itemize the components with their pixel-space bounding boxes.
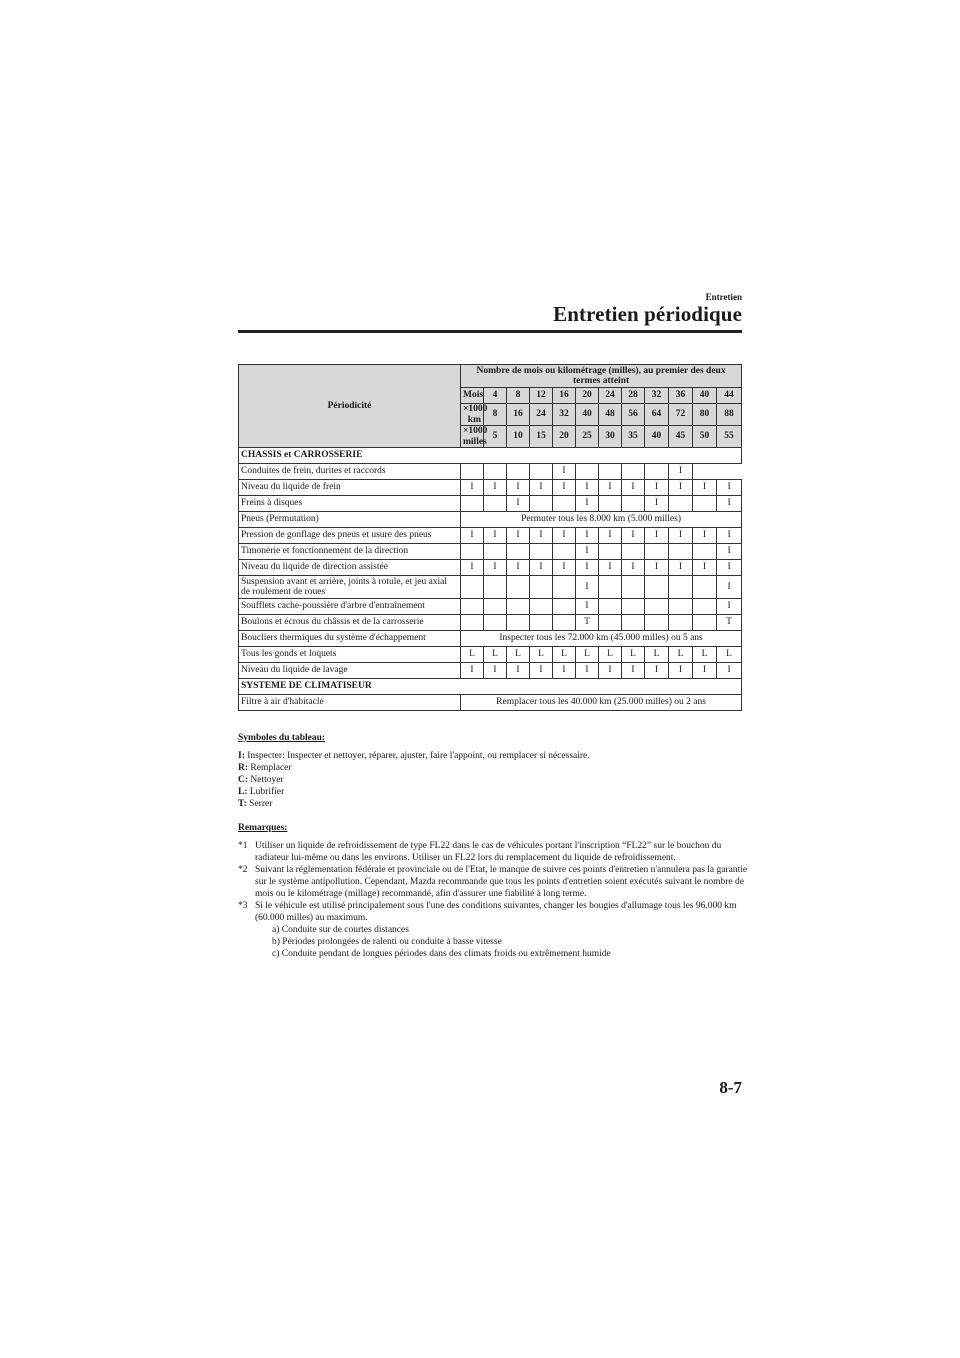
maintenance-cell — [599, 464, 622, 480]
maintenance-cell: I — [645, 480, 669, 496]
maintenance-cell — [553, 544, 576, 560]
maintenance-cell — [553, 599, 576, 615]
interval-text: Remplacer tous les 40.000 km (25.000 milles) ou 2 ans — [461, 695, 742, 711]
scale-value: 64 — [645, 404, 669, 426]
maintenance-cell: I — [717, 544, 742, 560]
maintenance-cell — [645, 615, 669, 631]
scale-label: ×1000 milles — [461, 426, 484, 448]
maintenance-cell: L — [507, 647, 530, 663]
maintenance-cell: L — [461, 647, 484, 663]
header-row — [239, 365, 742, 388]
maintenance-cell — [530, 615, 553, 631]
maintenance-cell — [553, 576, 576, 599]
maintenance-cell: L — [717, 647, 742, 663]
item-label: Freins à disques — [239, 496, 461, 512]
scale-value: 16 — [507, 404, 530, 426]
scale-value: 72 — [669, 404, 693, 426]
symbol-item — [238, 798, 758, 810]
maintenance-cell — [693, 544, 717, 560]
maintenance-cell: L — [530, 647, 553, 663]
remark-mark: *2 — [238, 865, 248, 875]
table-row — [239, 615, 742, 631]
maintenance-cell: L — [622, 647, 645, 663]
maintenance-cell: I — [553, 663, 576, 679]
scale-value: 36 — [669, 388, 693, 404]
maintenance-cell — [622, 464, 645, 480]
maintenance-cell — [530, 599, 553, 615]
table-row — [239, 576, 742, 599]
maintenance-cell: I — [645, 663, 669, 679]
item-label: Timonerie et fonctionnement de la direction — [239, 544, 461, 560]
maintenance-cell: I — [693, 480, 717, 496]
maintenance-cell: I — [530, 528, 553, 544]
maintenance-cell — [507, 576, 530, 599]
item-label: Niveau du liquide de lavage — [239, 663, 461, 679]
maintenance-cell: I — [669, 464, 693, 480]
table-row — [239, 544, 742, 560]
maintenance-cell — [484, 544, 507, 560]
item-label: Pneus (Permutation) — [239, 512, 461, 528]
maintenance-cell — [669, 599, 693, 615]
scale-value: 30 — [599, 426, 622, 448]
maintenance-cell — [645, 599, 669, 615]
maintenance-cell — [669, 544, 693, 560]
scale-label: ×1000 km — [461, 404, 484, 426]
maintenance-cell: L — [576, 647, 599, 663]
section-clim-title: SYSTEME DE CLIMATISEUR — [239, 679, 742, 695]
maintenance-cell: I — [553, 528, 576, 544]
item-label: Niveau du liquide de frein — [239, 480, 461, 496]
maintenance-cell: L — [599, 647, 622, 663]
scale-value: 24 — [530, 404, 553, 426]
maintenance-cell: I — [717, 480, 742, 496]
maintenance-cell: I — [484, 560, 507, 576]
maintenance-cell — [669, 576, 693, 599]
maintenance-cell: I — [599, 528, 622, 544]
maintenance-cell: L — [693, 647, 717, 663]
scale-value: 80 — [693, 404, 717, 426]
maintenance-cell: T — [576, 615, 599, 631]
maintenance-cell — [622, 496, 645, 512]
scale-value: 15 — [530, 426, 553, 448]
maintenance-cell — [461, 599, 484, 615]
symbol-text: Inspecter: Inspecter et nettoyer, réparer, ajuster, faire l'appoint, ou remplacer si nécessaire. — [244, 751, 590, 761]
maintenance-cell — [461, 544, 484, 560]
maintenance-cell — [599, 576, 622, 599]
maintenance-cell: I — [669, 480, 693, 496]
maintenance-cell: I — [645, 496, 669, 512]
maintenance-cell: I — [717, 663, 742, 679]
maintenance-cell — [530, 544, 553, 560]
maintenance-cell: I — [669, 560, 693, 576]
symbol-text: Lubrifier — [247, 787, 285, 797]
maintenance-cell — [507, 464, 530, 480]
scale-value: 8 — [484, 404, 507, 426]
maintenance-cell: I — [530, 560, 553, 576]
maintenance-cell: I — [507, 528, 530, 544]
table-heading: Nombre de mois ou kilométrage (milles), au premier des deux termes atteint — [461, 365, 742, 388]
symbols-legend — [238, 732, 758, 810]
scale-value: 45 — [669, 426, 693, 448]
maintenance-cell: L — [645, 647, 669, 663]
maintenance-cell: I — [622, 528, 645, 544]
symbol-item — [238, 774, 758, 786]
item-label: Soufflets cache-poussière d'arbre d'entraînement — [239, 599, 461, 615]
maintenance-cell — [553, 615, 576, 631]
maintenance-cell — [669, 615, 693, 631]
symbol-key: I: — [238, 751, 245, 761]
maintenance-cell — [599, 599, 622, 615]
maintenance-cell — [645, 576, 669, 599]
maintenance-cell — [599, 496, 622, 512]
maintenance-cell — [530, 496, 553, 512]
maintenance-cell — [693, 576, 717, 599]
maintenance-cell — [461, 576, 484, 599]
item-label: Pression de gonflage des pneus et usure des pneus — [239, 528, 461, 544]
scale-value: 8 — [507, 388, 530, 404]
section-chassis-title: CHASSIS et CARROSSERIE — [239, 448, 742, 464]
maintenance-cell: I — [461, 560, 484, 576]
page-number: 8-7 — [719, 1078, 742, 1097]
maintenance-cell: I — [484, 480, 507, 496]
maintenance-cell: I — [717, 560, 742, 576]
maintenance-cell — [645, 464, 669, 480]
maintenance-cell: T — [717, 615, 742, 631]
maintenance-cell: I — [530, 480, 553, 496]
maintenance-cell: I — [693, 663, 717, 679]
table-row — [239, 647, 742, 663]
maintenance-cell — [622, 599, 645, 615]
remark-subitem: c) Conduite pendant de longues périodes dans des climats froids ou extrêmement humide — [272, 949, 611, 959]
maintenance-cell — [693, 615, 717, 631]
maintenance-cell: I — [717, 599, 742, 615]
remark-subitem: b) Périodes prolongées de ralenti ou conduite à basse vitesse — [272, 937, 502, 947]
maintenance-cell — [693, 599, 717, 615]
maintenance-cell — [530, 576, 553, 599]
item-label: Filtre à air d'habitacle — [239, 695, 461, 711]
maintenance-cell: L — [669, 647, 693, 663]
table-row — [239, 480, 742, 496]
maintenance-cell — [669, 496, 693, 512]
maintenance-cell: I — [622, 560, 645, 576]
maintenance-cell: I — [599, 560, 622, 576]
section-header: Entretien — [705, 292, 742, 302]
table-row — [239, 695, 742, 711]
table-row — [239, 512, 742, 528]
scale-value: 24 — [599, 388, 622, 404]
maintenance-cell: L — [484, 647, 507, 663]
symbol-key: T: — [238, 799, 247, 809]
item-label: Conduites de frein, durites et raccords — [239, 464, 461, 480]
maintenance-cell: I — [576, 663, 599, 679]
scale-value: 50 — [693, 426, 717, 448]
scale-value: 40 — [645, 426, 669, 448]
maintenance-cell: I — [461, 480, 484, 496]
maintenance-cell — [484, 576, 507, 599]
maintenance-cell: I — [576, 496, 599, 512]
remark-text: Suivant la réglementation fédérale et provinciale ou de l'Etat, le manque de suivre ces points d'entretien n'annulera pas la garantie sur le système antipollution. Cependant, Mazda recommande que tous les points d'entretien soient exécutés suivant le nombre de mois ou le kilométrage (millage) recommandé, afin d'assurer une fiabilité à long terme. — [255, 865, 748, 899]
remark-mark: *1 — [238, 841, 248, 851]
maintenance-cell: I — [461, 528, 484, 544]
maintenance-cell: I — [693, 560, 717, 576]
table-row — [239, 528, 742, 544]
interval-text: Permuter tous les 8.000 km (5.000 milles) — [461, 512, 742, 528]
section-clim — [239, 679, 742, 695]
symbol-text: Nettoyer — [248, 775, 284, 785]
remark-text: Si le véhicule est utilisé principalement sous l'une des conditions suivantes, changer les bougies d'allumage tous les 96.000 km (60.000 milles) au maximum. — [255, 901, 737, 923]
maintenance-cell — [484, 615, 507, 631]
maintenance-cell: I — [576, 480, 599, 496]
scale-value: 32 — [645, 388, 669, 404]
scale-label: Mois — [461, 388, 484, 404]
maintenance-cell: I — [622, 480, 645, 496]
maintenance-cell: I — [669, 528, 693, 544]
maintenance-cell — [576, 464, 599, 480]
maintenance-cell: I — [576, 544, 599, 560]
maintenance-cell: I — [645, 528, 669, 544]
maintenance-cell: I — [717, 496, 742, 512]
scale-value: 35 — [622, 426, 645, 448]
item-label: Boulons et écrous du châssis et de la carrosserie — [239, 615, 461, 631]
remarks — [238, 822, 748, 960]
maintenance-cell: I — [669, 663, 693, 679]
remark-subitem: a) Conduite sur de courtes distances — [272, 925, 409, 935]
table-row — [239, 496, 742, 512]
maintenance-cell — [645, 544, 669, 560]
maintenance-cell: I — [599, 480, 622, 496]
table-row — [239, 599, 742, 615]
maintenance-cell: I — [576, 528, 599, 544]
scale-value: 44 — [717, 388, 742, 404]
item-label: Niveau du liquide de direction assistée — [239, 560, 461, 576]
scale-value: 25 — [576, 426, 599, 448]
table-row — [239, 560, 742, 576]
maintenance-cell: I — [507, 480, 530, 496]
maintenance-cell: I — [576, 576, 599, 599]
symbol-item — [238, 786, 758, 798]
maintenance-cell — [461, 496, 484, 512]
maintenance-cell — [693, 496, 717, 512]
maintenance-cell — [599, 544, 622, 560]
maintenance-cell — [484, 496, 507, 512]
scale-value: 10 — [507, 426, 530, 448]
maintenance-cell: I — [530, 663, 553, 679]
symbol-key: R: — [238, 763, 249, 773]
maintenance-cell: I — [553, 560, 576, 576]
remark-mark: *3 — [238, 901, 248, 911]
maintenance-cell — [507, 599, 530, 615]
page-title: Entretien périodique — [553, 302, 742, 326]
maintenance-cell: I — [507, 560, 530, 576]
maintenance-cell — [553, 496, 576, 512]
symbol-item — [238, 762, 758, 774]
maintenance-cell: I — [599, 663, 622, 679]
maintenance-cell: I — [622, 663, 645, 679]
scale-value: 40 — [693, 388, 717, 404]
scale-value: 20 — [553, 426, 576, 448]
maintenance-cell: I — [461, 663, 484, 679]
remark-text: Utiliser un liquide de refroidissement de type FL22 dans le cas de véhicules portant l'inscription “FL22” sur le bouchon du radiateur lui-même ou dans les environs. Utiliser un FL22 lors du remplacement du liquide de refroidissement. — [255, 841, 722, 863]
maintenance-cell: I — [553, 480, 576, 496]
periodicite-label: Périodicité — [239, 365, 461, 448]
symbol-item — [238, 750, 758, 762]
maintenance-cell — [507, 544, 530, 560]
remark-item — [238, 900, 748, 960]
item-label: Tous les gonds et loquets — [239, 647, 461, 663]
table-row — [239, 631, 742, 647]
maintenance-cell: I — [693, 528, 717, 544]
maintenance-cell — [484, 464, 507, 480]
scale-value: 48 — [599, 404, 622, 426]
maintenance-cell — [461, 615, 484, 631]
remarks-title: Remarques: — [238, 823, 288, 833]
symbol-key: L: — [238, 787, 248, 797]
symbol-text: Remplacer — [248, 763, 292, 773]
maintenance-cell: I — [484, 528, 507, 544]
maintenance-table — [238, 364, 742, 711]
symbol-key: C: — [238, 775, 249, 785]
maintenance-cell: I — [507, 496, 530, 512]
maintenance-cell: I — [553, 464, 576, 480]
header-rule — [238, 330, 742, 333]
maintenance-cell: I — [717, 576, 742, 599]
symbols-title: Symboles du tableau: — [238, 733, 326, 743]
remark-item — [238, 864, 748, 900]
maintenance-cell: L — [553, 647, 576, 663]
scale-value: 55 — [717, 426, 742, 448]
scale-value: 5 — [484, 426, 507, 448]
maintenance-cell — [507, 615, 530, 631]
scale-value: 40 — [576, 404, 599, 426]
maintenance-cell: I — [717, 528, 742, 544]
maintenance-cell — [461, 464, 484, 480]
maintenance-cell — [530, 464, 553, 480]
symbol-text: Serrer — [246, 799, 273, 809]
maintenance-cell: I — [507, 663, 530, 679]
remark-item — [238, 840, 748, 864]
item-label: Suspension avant et arrière, joints à rotule, et jeu axial de roulement de roues — [239, 576, 461, 599]
maintenance-cell — [484, 599, 507, 615]
interval-text: Inspecter tous les 72.000 km (45.000 milles) ou 5 ans — [461, 631, 742, 647]
scale-value: 12 — [530, 388, 553, 404]
maintenance-cell: I — [576, 599, 599, 615]
item-label: Boucliers thermiques du système d'échappement — [239, 631, 461, 647]
scale-value: 88 — [717, 404, 742, 426]
scale-value: 56 — [622, 404, 645, 426]
scale-value: 32 — [553, 404, 576, 426]
section-chassis — [239, 448, 742, 464]
scale-value: 20 — [576, 388, 599, 404]
maintenance-cell — [599, 615, 622, 631]
maintenance-cell — [622, 576, 645, 599]
table-row — [239, 464, 742, 480]
scale-value: 28 — [622, 388, 645, 404]
maintenance-cell — [622, 544, 645, 560]
scale-value: 4 — [484, 388, 507, 404]
maintenance-cell: I — [576, 560, 599, 576]
maintenance-cell — [622, 615, 645, 631]
scale-value: 16 — [553, 388, 576, 404]
maintenance-cell: I — [645, 560, 669, 576]
maintenance-cell: I — [484, 663, 507, 679]
table-row — [239, 663, 742, 679]
